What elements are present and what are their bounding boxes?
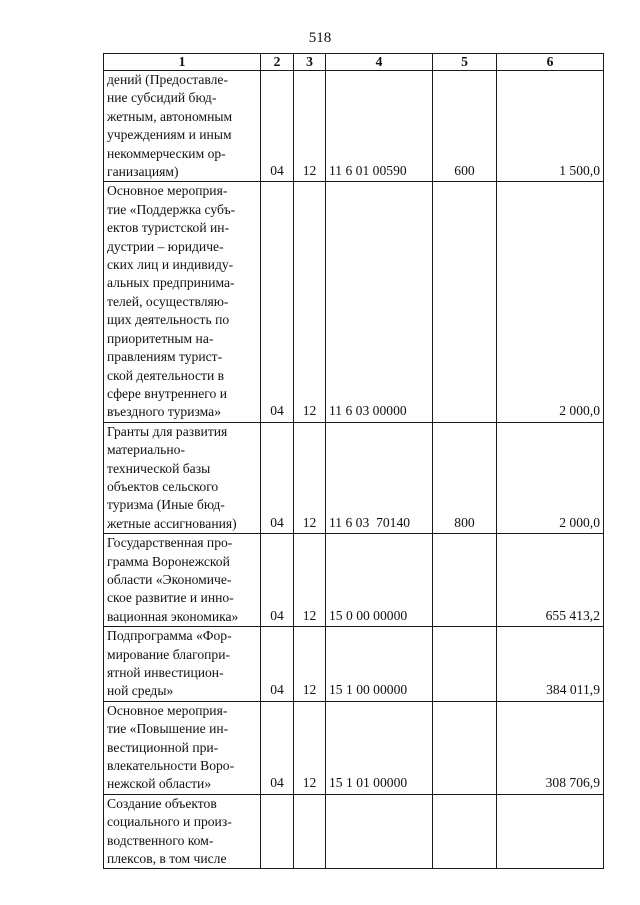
name-line: нежской области» — [107, 776, 212, 792]
cell-subsection-text: 12 — [302, 514, 317, 530]
name-line: области «Экономиче- — [107, 571, 232, 587]
name-line: Основное мероприя- — [107, 702, 228, 718]
table-row — [104, 627, 604, 702]
name-line: учреждениям и иным — [107, 127, 232, 143]
cell-target-code — [326, 794, 433, 869]
header-col-1: 1 — [104, 54, 261, 71]
cell-section-text: 04 — [270, 403, 284, 419]
cell-sum — [497, 627, 604, 702]
name-line: Государственная про- — [107, 535, 233, 551]
cell-name — [104, 794, 261, 869]
cell-section-text: 04 — [270, 682, 284, 698]
cell-section-text: 04 — [270, 607, 284, 623]
table-row — [104, 794, 604, 869]
cell-sum-text: 655 413,2 — [545, 607, 600, 623]
name-line: ной среды» — [107, 683, 174, 699]
table-body — [104, 71, 604, 869]
cell-section-text: 04 — [270, 514, 284, 530]
name-line: жетным, автономным — [107, 108, 233, 124]
name-line: объектов сельского — [107, 478, 219, 494]
name-line: ние субсидий бюд- — [107, 90, 217, 106]
cell-target-code — [326, 71, 433, 182]
name-line: водственного ком- — [107, 832, 214, 848]
name-line: ской деятельности в — [107, 367, 225, 383]
table-row — [104, 422, 604, 533]
table-row — [104, 534, 604, 627]
name-line: вестиционной при- — [107, 739, 219, 755]
cell-target-code-text: 11 6 03 00000 — [329, 403, 407, 419]
cell-name — [104, 182, 261, 422]
name-line: дустрии – юридиче- — [107, 238, 224, 254]
name-line: тие «Повышение ин- — [107, 721, 229, 737]
table-row — [104, 71, 604, 182]
cell-sum-text: 308 706,9 — [545, 775, 600, 791]
name-line: Гранты для развития — [107, 423, 228, 439]
cell-section — [261, 71, 294, 182]
name-line: жетные ассигнования) — [107, 515, 237, 531]
cell-subsection — [294, 534, 326, 627]
cell-target-code-text: 15 0 00 00000 — [329, 607, 408, 623]
cell-expense-type — [433, 422, 497, 533]
cell-subsection-text: 12 — [302, 607, 317, 623]
cell-section — [261, 422, 294, 533]
name-line: дений (Предоставле- — [107, 72, 228, 87]
cell-expense-type — [433, 627, 497, 702]
cell-subsection-text: 12 — [302, 775, 317, 791]
name-line: ятной инвестицион- — [107, 665, 224, 680]
cell-subsection-text: 12 — [302, 163, 317, 179]
cell-section-text: 04 — [270, 775, 284, 791]
cell-sum — [497, 794, 604, 869]
name-line: социального и произ- — [107, 814, 232, 830]
header-col-5: 5 — [433, 54, 497, 71]
name-line: влекательности Воро- — [107, 758, 235, 774]
name-line: материально- — [107, 442, 185, 458]
name-line: альных предпринима- — [107, 275, 235, 291]
table-row — [104, 182, 604, 422]
cell-sum-text: 2 000,0 — [559, 514, 600, 530]
cell-target-code — [326, 182, 433, 422]
cell-target-code-text — [329, 867, 429, 868]
name-line: туризма (Иные бюд- — [107, 497, 225, 513]
cell-target-code — [326, 422, 433, 533]
cell-sum — [497, 182, 604, 422]
cell-sum — [497, 534, 604, 627]
cell-subsection — [294, 71, 326, 182]
cell-sum-text: 384 011,9 — [546, 682, 600, 698]
cell-section — [261, 182, 294, 422]
cell-expense-type — [433, 701, 497, 794]
cell-name — [104, 422, 261, 533]
page-number: 518 — [308, 30, 332, 46]
name-line: плексов, в том числе — [107, 851, 227, 867]
name-line: вационная экономика» — [107, 608, 239, 624]
cell-section — [261, 701, 294, 794]
name-line: ектов туристской ин- — [107, 220, 230, 236]
cell-section-text: 04 — [270, 163, 284, 179]
cell-name — [104, 701, 261, 794]
cell-section — [261, 627, 294, 702]
cell-target-code-text: 15 1 01 00000 — [329, 775, 408, 791]
cell-subsection-text: 12 — [302, 403, 317, 419]
header-col-2: 2 — [261, 54, 294, 71]
cell-expense-type — [433, 794, 497, 869]
header-col-6: 6 — [497, 54, 604, 71]
cell-name — [104, 627, 261, 702]
cell-subsection-text — [297, 867, 322, 868]
cell-target-code — [326, 627, 433, 702]
cell-expense-type-text — [436, 867, 493, 868]
name-line: сфере внутреннего и — [107, 385, 227, 401]
cell-section — [261, 534, 294, 627]
cell-expense-type-text: 600 — [454, 163, 475, 179]
cell-sum-text: 2 000,0 — [559, 403, 600, 419]
cell-expense-type — [433, 71, 497, 182]
cell-section-text — [264, 867, 290, 868]
header-col-4: 4 — [326, 54, 433, 71]
name-line: Создание объектов — [107, 795, 217, 811]
cell-section — [261, 794, 294, 869]
budget-table — [103, 53, 604, 869]
name-line: технической базы — [107, 460, 211, 476]
table-header-row — [104, 54, 604, 71]
cell-subsection — [294, 627, 326, 702]
name-line: правлениям турист- — [107, 349, 223, 365]
cell-name — [104, 534, 261, 627]
name-line: ских лиц и индивиду- — [107, 257, 234, 273]
name-line: Подпрограмма «Фор- — [107, 628, 232, 644]
cell-target-code — [326, 534, 433, 627]
cell-target-code-text: 11 6 01 00590 — [329, 163, 407, 179]
cell-sum — [497, 701, 604, 794]
name-line: некоммерческим ор- — [107, 145, 226, 161]
cell-sum — [497, 422, 604, 533]
cell-sum-text — [500, 867, 600, 868]
cell-expense-type — [433, 534, 497, 627]
cell-sum — [497, 71, 604, 182]
cell-target-code-text: 11 6 03 70140 — [329, 514, 411, 530]
cell-subsection — [294, 182, 326, 422]
name-line: ское развитие и инно- — [107, 590, 234, 606]
name-line: ганизациям) — [107, 164, 179, 180]
header-col-3: 3 — [294, 54, 326, 71]
name-line: Основное мероприя- — [107, 183, 228, 199]
cell-name — [104, 71, 261, 182]
name-line: приоритетным на- — [107, 330, 214, 346]
cell-target-code — [326, 701, 433, 794]
name-line: мирование благопри- — [107, 646, 231, 662]
name-line: тие «Поддержка субъ- — [107, 201, 236, 217]
name-line: грамма Воронежской — [107, 553, 230, 569]
cell-expense-type — [433, 182, 497, 422]
cell-subsection — [294, 794, 326, 869]
cell-target-code-text: 15 1 00 00000 — [329, 682, 408, 698]
cell-expense-type-text: 800 — [454, 514, 475, 530]
name-line: телей, осуществляю- — [107, 293, 229, 309]
name-line: въездного туризма» — [107, 404, 221, 420]
cell-sum-text: 1 500,0 — [559, 163, 600, 179]
cell-subsection-text: 12 — [302, 682, 317, 698]
cell-subsection — [294, 422, 326, 533]
cell-subsection — [294, 701, 326, 794]
name-line: щих деятельность по — [107, 312, 230, 328]
table-row — [104, 701, 604, 794]
